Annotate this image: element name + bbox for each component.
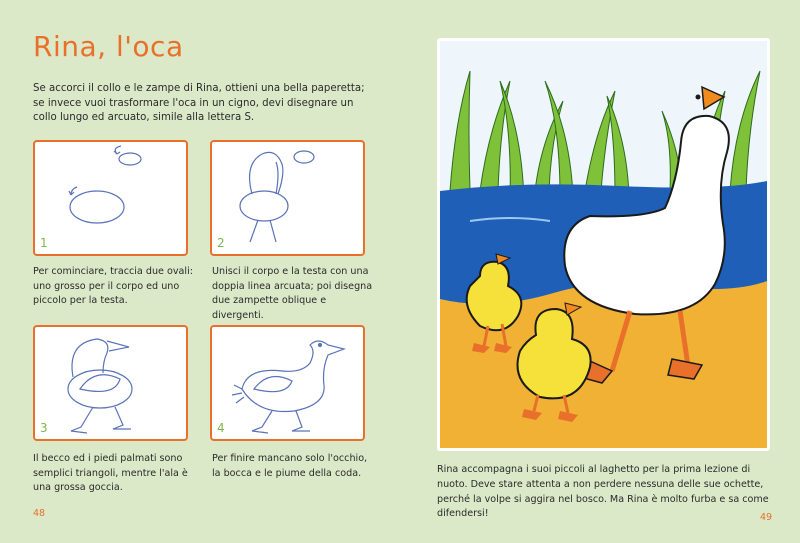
page-number-left: 48: [33, 508, 46, 519]
step-4-sketch: [212, 327, 363, 439]
intro-paragraph: Se accorci il collo e le zampe di Rina, ottieni una bella paperetta; se invece vuoi trasformare l'oca in un cigno, devi disegnare un collo lungo ed arcuato, simile alla lettera S.: [33, 83, 365, 123]
goose-illustration: [437, 38, 770, 451]
step-3-sketch: [35, 327, 186, 439]
step-2-caption: Unisci il corpo e la testa con una doppia linea arcuata; poi disegna due zampette oblique e divergenti.: [212, 266, 373, 321]
step-3-number: 3: [40, 421, 48, 435]
step-2-sketch: [212, 142, 363, 254]
step-4-caption: Per finire mancano solo l'occhio, la bocca e le piume della coda.: [212, 453, 368, 479]
step-3-caption: Il becco ed i piedi palmati sono semplici triangoli, mentre l'ala è una grossa goccia.: [33, 453, 188, 493]
step-2-number: 2: [217, 236, 225, 250]
step-3-drawing: [33, 325, 188, 441]
step-2-drawing: [210, 140, 365, 256]
step-4-number: 4: [217, 421, 225, 435]
page-number-right: 49: [760, 512, 773, 523]
page-title: Rina, l'oca: [33, 30, 184, 63]
step-1-drawing: [33, 140, 188, 256]
step-1-number: 1: [40, 236, 48, 250]
right-page: [400, 0, 800, 543]
story-paragraph: Rina accompagna i suoi piccoli al laghetto per la prima lezione di nuoto. Deve stare attenta a non perdere nessuna delle sue ochette, perché la volpe si aggira nel bosco. Ma Rina è molto furba e sa come difendersi!: [437, 464, 769, 520]
step-1-caption: Per cominciare, traccia due ovali: uno grosso per il corpo ed uno piccolo per la testa.: [33, 266, 193, 306]
step-1-sketch: [35, 142, 186, 254]
step-4-drawing: [210, 325, 365, 441]
goose-and-goslings-image: [440, 41, 767, 448]
